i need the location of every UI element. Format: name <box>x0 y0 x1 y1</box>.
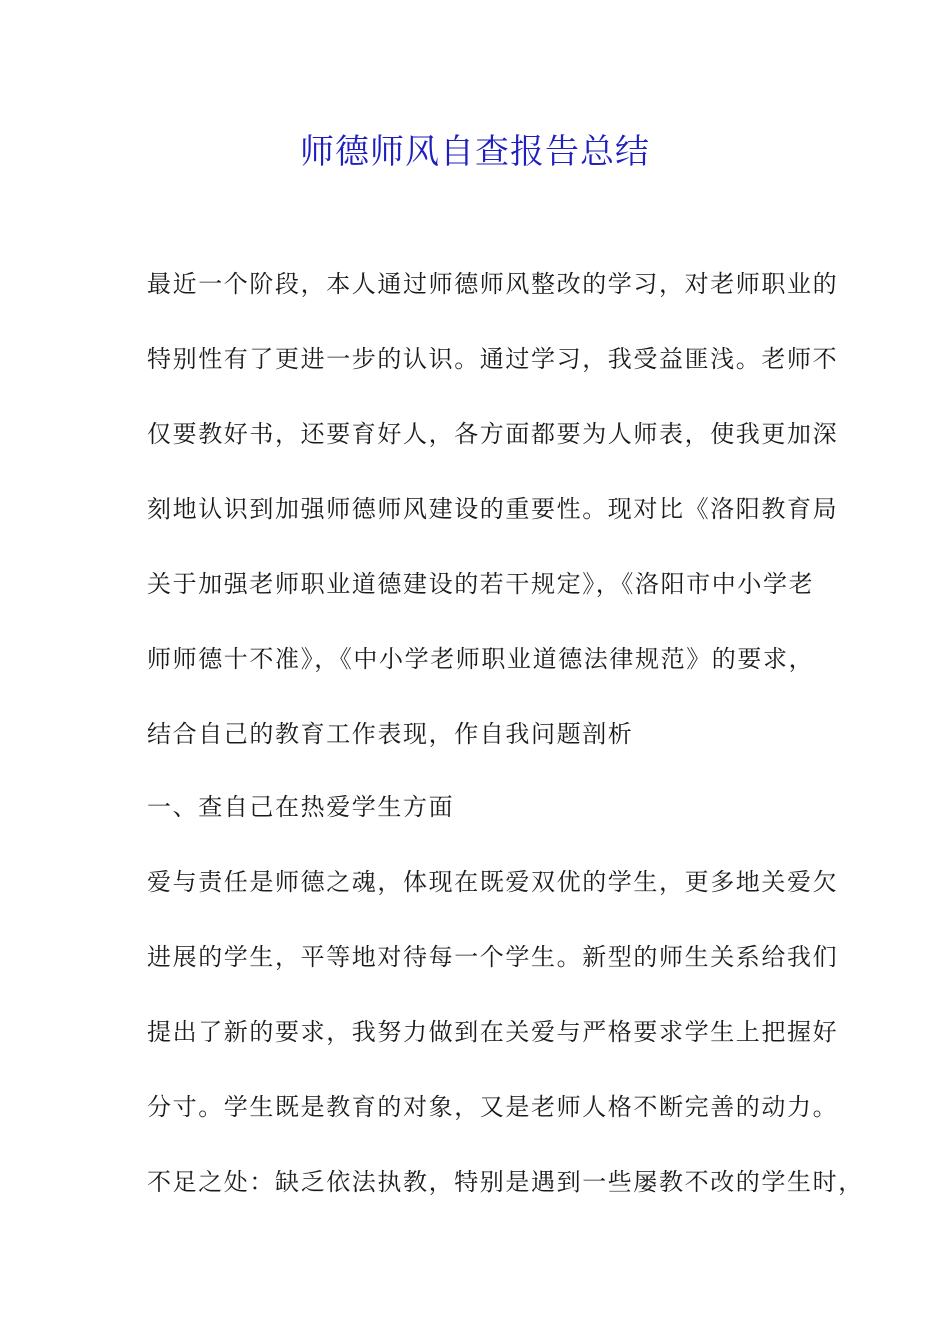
section-heading: 一、查自己在热爱学生方面 <box>147 793 455 821</box>
paragraph-line: 结合自己的教育工作表现，作自我问题剖析 <box>147 720 634 748</box>
document-title: 师德师风自查报告总结 <box>300 132 650 172</box>
paragraph-line: 关于加强老师职业道德建设的若干规定》，《洛阳市中小学老 <box>147 570 815 598</box>
paragraph-line: 分寸。学生既是教育的对象，又是老师人格不断完善的动力。 <box>147 1093 839 1121</box>
paragraph-line: 不足之处：缺乏依法执教，特别是遇到一些屡教不改的学生时， <box>147 1168 864 1196</box>
paragraph-line: 刻地认识到加强师德师风建设的重要性。现对比《洛阳教育局 <box>147 495 839 523</box>
paragraph-line: 爱与责任是师德之魂，体现在既爱双优的学生，更多地关爱欠 <box>147 868 839 896</box>
paragraph-line: 特别性有了更进一步的认识。通过学习，我受益匪浅。老师不 <box>147 345 839 373</box>
paragraph-line: 提出了新的要求，我努力做到在关爱与严格要求学生上把握好 <box>147 1018 839 1046</box>
paragraph-line: 最近一个阶段，本人通过师德师风整改的学习，对老师职业的 <box>147 270 839 298</box>
paragraph-line: 进展的学生，平等地对待每一个学生。新型的师生关系给我们 <box>147 943 839 971</box>
paragraph-line: 仅要教好书，还要育好人，各方面都要为人师表，使我更加深 <box>147 420 839 448</box>
paragraph-line: 师师德十不准》，《中小学老师职业道德法律规范》的要求， <box>147 645 815 673</box>
